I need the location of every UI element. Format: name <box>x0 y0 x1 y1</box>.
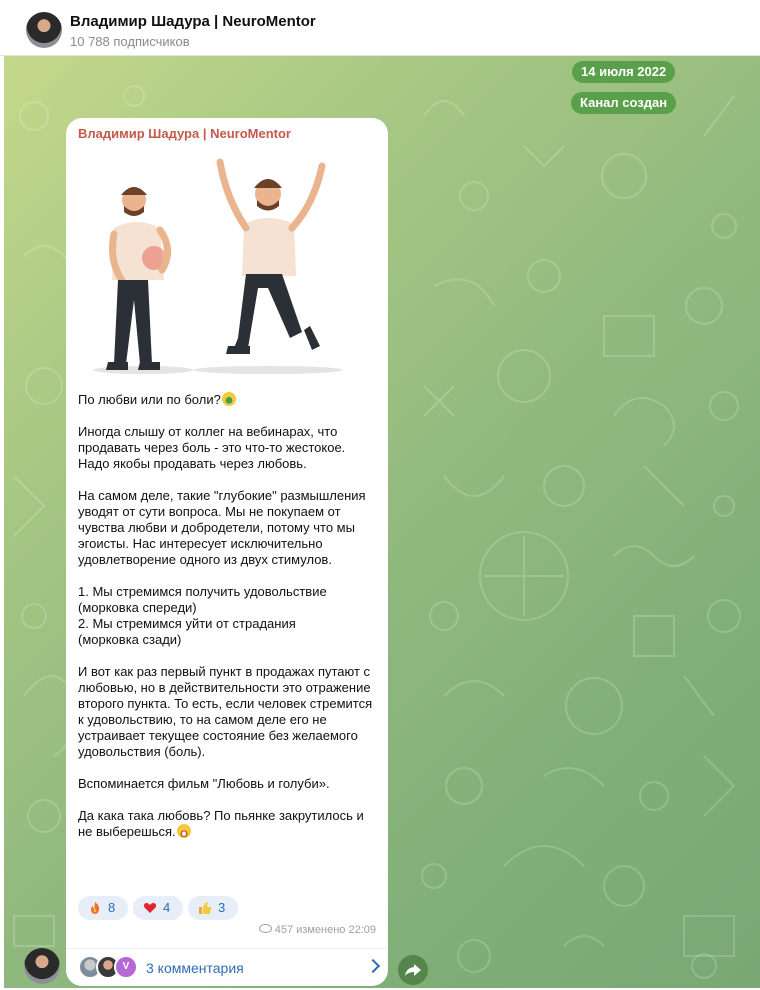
reaction-fire[interactable] <box>78 896 128 920</box>
post-paragraph <box>78 392 378 408</box>
post-paragraph-text: Да кака така любовь? По пьянке закрутилось и не выберешься. <box>78 808 364 839</box>
comments-count-label[interactable]: 3 комментария <box>146 960 244 976</box>
reaction-count: 4 <box>163 900 171 915</box>
channel-header[interactable] <box>0 0 760 56</box>
message-author-avatar[interactable] <box>24 948 60 984</box>
fire-icon <box>88 901 102 915</box>
post-paragraph-text: По любви или по боли? <box>78 392 221 407</box>
subscriber-count: 10 788 подписчиков <box>70 34 190 49</box>
comments-link[interactable] <box>66 948 388 987</box>
heart-icon <box>143 901 157 915</box>
post-paragraph: Вспоминается фильм "Любовь и голуби». <box>78 776 330 791</box>
post-paragraph: И вот как раз первый пункт в продажах путают с любовью, но в действительности это отражение второго пункта. То есть, если человек стремится к удовольствию, то на самом деле его не устраивает текущее состояние без желаемого удовольствия (боль). <box>78 664 373 759</box>
view-count: 457 <box>274 924 294 936</box>
edited-time: изменено 22:09 <box>296 924 376 936</box>
post-illustration[interactable] <box>78 148 376 376</box>
reaction-heart[interactable] <box>133 896 183 920</box>
share-icon <box>398 955 428 985</box>
post-text <box>78 392 378 856</box>
message-meta <box>259 924 376 936</box>
post-paragraph: 1. Мы стремимся получить удовольствие (морковка спереди) 2. Мы стремимся уйти от страдания (морковка сзади) <box>78 584 327 647</box>
channel-avatar[interactable] <box>26 12 62 48</box>
reaction-count: 8 <box>108 900 116 915</box>
chevron-right-icon <box>366 959 380 973</box>
post-paragraph: На самом деле, такие "глубокие" размышления уводят от сути вопроса. Мы не покупаем от чувства любви и добродетели, потому что мы эгоисты. Нас интересует исключительно удовлетворение одного из двух стимулов. <box>78 488 366 567</box>
reaction-count: 3 <box>218 900 226 915</box>
thumbs-up-icon <box>198 901 212 915</box>
channel-title[interactable]: Владимир Шадура | NeuroMentor <box>70 13 316 30</box>
money-mouth-emoji-icon <box>222 392 236 406</box>
grinning-emoji-icon <box>177 824 191 838</box>
reaction-thumbs-up[interactable] <box>188 896 238 920</box>
commenter-avatar: V <box>114 955 138 979</box>
post-paragraph: Иногда слышу от коллег на вебинарах, что продавать через боль - это что-то жестокое. Надо якобы продавать через любовь. <box>78 424 346 471</box>
date-separator: 14 июля 2022 <box>572 61 675 83</box>
channel-created-notice: Канал создан <box>571 92 676 114</box>
message-bubble[interactable] <box>66 118 388 986</box>
share-button[interactable] <box>398 955 428 985</box>
message-sender[interactable]: Владимир Шадура | NeuroMentor <box>78 126 291 141</box>
post-paragraph <box>78 808 378 840</box>
eye-icon <box>259 924 272 933</box>
